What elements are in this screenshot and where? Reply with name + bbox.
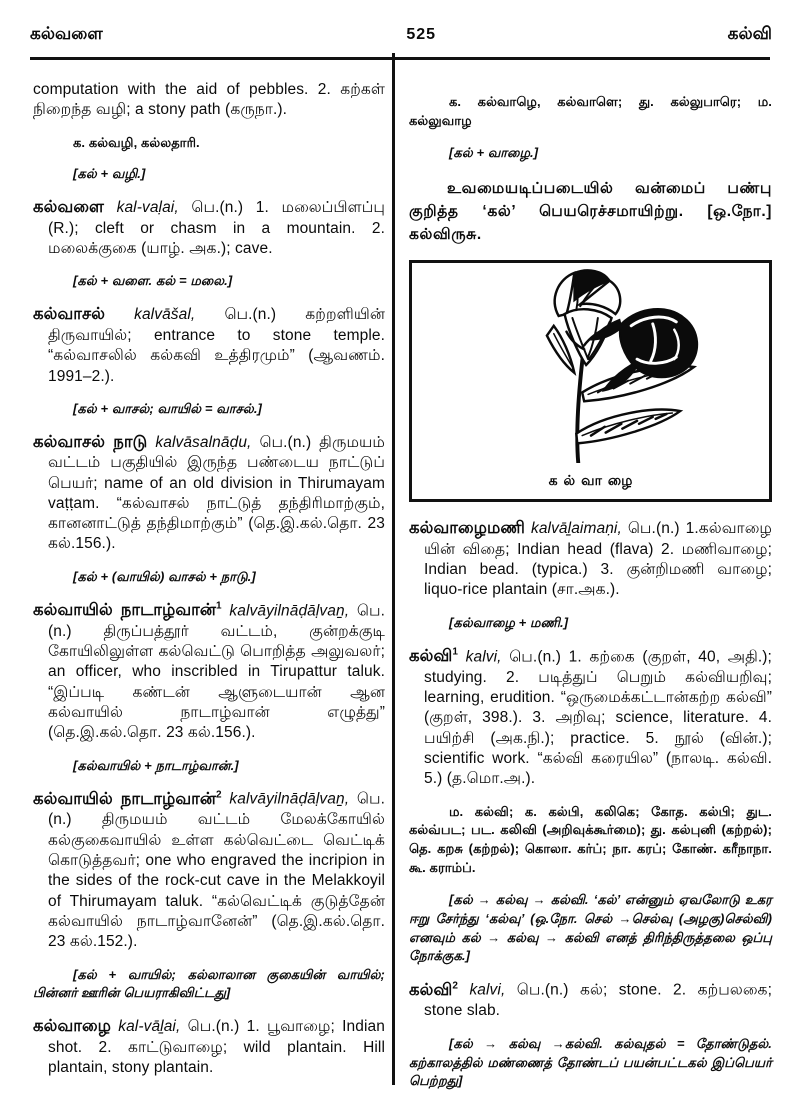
homograph-number: 2 <box>452 980 458 992</box>
entry-body: பெ.(n.) திருமயம் வட்டம் மேலக்கோயில் கல்குகைவாயில் உள்ள கல்வெட்டை வெட்டிக் கொடுத்தவர்; one who engraved the incripion in the sides of the rock-cut cave in the Melakkoyil of Thirumayam taluk. “கல்வெட்டிக் குடுத்தேன் கல்வாயில் நாடாழ்வானேன்” (தெ.இ.கல்.தொ. 23 கல்.152.). <box>48 790 385 951</box>
header-rule <box>30 57 770 60</box>
kalvalai-plant-illustration <box>426 267 756 463</box>
dict-entry-kalvasal-nadu <box>33 432 385 555</box>
usage-note: உவமையடிப்படையில் வன்மைப் பண்பு குறித்த ‘கல்’ பெயரெச்சமாயிற்று. [ஒ.நோ.] கல்விருசு. <box>409 179 772 244</box>
cognate-line: ம. கல்வி; க. கல்பி, கலிகெ; கோத. கல்பி; துட. கல்வ்பட; பட. கலிவி (அறிவுக்கூர்மை); து. கல்புனி (கற்றல்); தெ. கறசு (கற்றல்); கொலா. கர்ப்; நா. கரப்; கோண். கரீநாநா. கூ. கராம்ப். <box>409 803 772 876</box>
header-guide-word-right: கல்வி <box>727 24 772 43</box>
dict-entry-kalvasal <box>33 304 385 387</box>
entry-body: பெ.(n.) திருமயம் வட்டம் பகுதியில் இருந்த பண்டைய நாட்டுப் பெயர்; name of an old division in Thirumayam vaṭṭam. “கல்வாசல் நாட்டுத் தந்திரிமாற்கும், கானனாட்டுத் தந்திமாற்கும்” (தெ.இ.கல்.தொ. 23 கல்.156.). <box>48 433 385 553</box>
etymology-line: [கல்வாழை + மணி.] <box>449 614 569 630</box>
entry-body: பெ.(n.) திருப்பத்தூர் வட்டம், குன்றக்குடி கோயிலிலுள்ள கல்வெட்டு பொறித்த அலுவலர்; an officer, who inscribled in Tirupattur taluk. “இப்படி கண்டன் ஆளுடையான் ஆன கல்வாயில் நாடாழ்வான் எழுத்து” (தெ.இ.கல்.தொ. 23 கல்.156.). <box>48 602 385 742</box>
etymology-line: [கல் + வழி.] <box>73 166 146 182</box>
entry-body: பெ.(n.) 1. மலைப்பிளப்பு (R.); cleft or chasm in a mountain. 2. மலைக்குகை (யாழ். அக.); cave. <box>48 199 385 258</box>
headword-text: கல்வாயில் நாடாழ்வான் <box>33 789 216 808</box>
transliteration: kalvāšal, <box>134 306 196 324</box>
dict-entry-nadalvan-2 <box>33 788 385 952</box>
headword-text: கல்வி <box>409 647 453 666</box>
transliteration: kal-vāḻai, <box>118 1018 181 1036</box>
headword <box>33 601 222 619</box>
etymology-line: [கல் + வாழை.] <box>449 144 539 160</box>
dict-entry-kalvi-1 <box>409 646 772 790</box>
running-header <box>30 24 772 46</box>
transliteration: kalvi, <box>469 981 506 999</box>
dict-entry-kalvalai <box>33 197 385 259</box>
entry-body: பெ.(n.) கற்றளியின் திருவாயில்; entrance to stone temple. “கல்வாசலில் கல்கவி உத்திரமும்” (ஆவணம். 1991–2.). <box>48 306 385 385</box>
entry-body: பெ.(n.) கல்; stone. 2. கற்பலகை; stone slab. <box>424 981 772 1020</box>
entry-body: பெ.(n.) 1. கற்கை (குறள், 40, அதி.); studying. 2. படித்துப் பெறும் கல்வியறிவு; learning, erudition. “ஒருமைக்கட்டான்கற்ற கல்வி” (குறள், 398.). 3. அறிவு; science, literature. 4. பயிற்சி (அக.நி.); practice. 5. நூல் (வின்.); scientific work. “கல்வி கரையில” (நாலடி. கல்வி. 5.) (த.மொ.அ.). <box>424 648 772 788</box>
transliteration: kalvāyilnāḍāḷvaṉ, <box>229 790 350 808</box>
homograph-number: 1 <box>215 600 222 612</box>
dict-entry-kalvazhaimani <box>409 518 772 601</box>
entry-body: பெ.(n.) 1. பூவாழை; Indian shot. 2. காட்டுவாழை; wild plantain. Hill plantain, stony plantain. <box>48 1018 385 1077</box>
entry-continuation: computation with the aid of pebbles. 2. கற்கள் நிறைந்த வழி; a stony path (கருநா.). <box>33 81 385 119</box>
etymology-line: [கல் + வாசல்; வாயில் = வாசல்.] <box>73 400 262 416</box>
transliteration: kalvi, <box>465 648 502 666</box>
etymology-line: [கல்வாயில் + நாடாழ்வான்.] <box>73 757 239 773</box>
headword-text: கல்வி <box>409 980 453 999</box>
headword <box>409 647 458 665</box>
transliteration: kalvāyilnāḍāḷvaṉ, <box>229 602 350 620</box>
right-column <box>409 80 772 1104</box>
etymology-line: [கல் + வளை. கல் = மலை.] <box>73 273 233 289</box>
transliteration: kal-vaḷai, <box>116 199 179 217</box>
dict-entry-kalvi-2 <box>409 979 772 1021</box>
headword: கல்வாசல் <box>33 305 105 324</box>
headword <box>409 981 458 999</box>
cognate-line: க. கல்வாழெ, கல்வாளெ; து. கல்லுபாரெ; ம. கல்லுவாழ <box>409 94 772 128</box>
etymology-line: [கல் + வாயில்; கல்லாலான குகையின் வாயில்; பின்னர் ஊரின் பெயராகிவிட்டது] <box>33 966 385 1001</box>
headword: கல்வாழை <box>33 1017 111 1036</box>
figure-caption: கல்வாழை <box>548 471 639 488</box>
dict-entry-nadalvan-1 <box>33 600 385 744</box>
cognate-line: க. கல்வழி, கல்லதாரி. <box>73 134 200 150</box>
left-column <box>33 80 385 1088</box>
etymology-line: [கல் + (வாயில்) வாசல் + நாடு.] <box>73 568 256 584</box>
entry-body: பெ.(n.) 1.கல்வாழை யின் விதை; Indian head (flava) 2. மணிவாழை; Indian bead. (typica.) 3. குன்றிமணி வாழை; liquo-rice plantain (சா.அக.). <box>424 520 772 599</box>
headword: கல்வளை <box>33 198 104 217</box>
homograph-number: 2 <box>215 789 222 801</box>
homograph-number: 1 <box>452 646 458 658</box>
illustration-box <box>409 260 772 502</box>
page-number: 525 <box>406 26 437 43</box>
etymology-line: [கல் → கல்வு →கல்வி. கல்வுதல் = தோண்டுதல். கற்காலத்தில் மண்ணைத் தோண்டப் பயன்பட்டகல் இப்பெயர் பெற்றது] <box>409 1035 772 1089</box>
headword: கல்வாசல் நாடு <box>33 432 148 451</box>
headword: கல்வாழைமணி <box>409 519 525 538</box>
column-divider <box>392 53 395 1085</box>
etymology-line: [கல் → கல்வு → கல்வி. ‘கல்’ என்னும் ஏவலோடு உகர ஈறு சேர்ந்து ‘கல்வு’ (ஒ.நோ. செல் →செல்வு (அழகு)செல்வி) எனவும் கல் → கல்வு → கல்வி எனத் திரிந்திருத்தலை ஒப்பு நோக்குக.] <box>409 891 772 964</box>
headword-text: கல்வாயில் நாடாழ்வான் <box>33 601 216 620</box>
transliteration: kalvāḻaimaṇi, <box>530 520 622 538</box>
headword <box>33 790 222 808</box>
transliteration: kalvāsalnāḍu, <box>155 433 252 451</box>
header-guide-word-left: கல்வளை <box>30 24 103 43</box>
dict-entry-kalvazhai <box>33 1016 385 1078</box>
